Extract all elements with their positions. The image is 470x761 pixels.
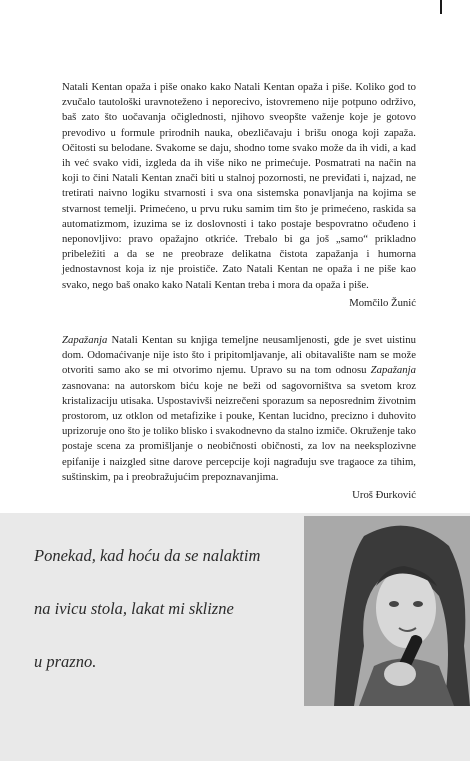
book-title: Zapažanja bbox=[370, 364, 416, 377]
author-signature: Uroš Đurković bbox=[352, 489, 416, 502]
quote-line-1: Ponekad, kad hoću da se nalaktim bbox=[34, 546, 261, 565]
book-title: Zapažanja bbox=[62, 334, 108, 346]
blurb-paragraph: Natali Kentan opaža i piše onako kako Natali Kentan opaža i piše. Koliko god to zvučalo tautološki uravnoteženo i neporecivo, istovremeno nije potpuno održivo, baš zato što uočavanja očiglednosti, njihovo sveopšte važenje koje je gotovo prevodivo u formule prirodnih nauka, obezličavaju i brišu onoga koji zapaža. Očitosti su belodane. Svakome se daju, shodno tome svako može da ih vidi, a kad ih već svako vidi, izgleda da ih više niko ne primećuje. Posmatrati na način na koji to čini Natali Kentan znači biti u stalnoj pozornosti, ne previđati i, najzad, ne tretirati naivno logiku stvarnosti i sva ona sistemska ponavljanja na kojima se stvarnost temelji. Primećeno, u prvu ruku samim tim što je primećeno, raskida sa automatizmom, izuzima se iz doslovnosti i tako postaje bespovratno očuđeno i neponovljivo: pravo opažajno otkriće. Trebalo bi ga još „samo“ prikladno pribeležiti a da se ne preobraze delikatna čistota zapažanja i humorna jednostavnost koja iz nje proističe. Zato Natali Kentan ne opaža i ne piše kao svako, nego baš onako kako Natali Kentan treba i mora da opaža i piše. bbox=[62, 81, 416, 291]
blurb-uros bbox=[62, 333, 416, 501]
paragraph-text: Natali Kentan su knjiga temeljne neusamljenosti, gde je svet uistinu dom. Odomaćivanje nije isto što i pripitomljavanje, ali obitavalište nam se može otvoriti samo ako se mi otvorimo njemu. Upravo su na tom odnosu bbox=[62, 334, 416, 377]
blurb-paragraph bbox=[62, 333, 416, 485]
blurb-momcilo bbox=[62, 80, 416, 309]
quote-line-3: u prazno. bbox=[34, 652, 97, 671]
paragraph-text: zasnovana: na autorskom biću koje ne beži od sagovorništva sa svetom kroz kristalizaciju utisaka. Uspostavivši neizrečeni sporazum sa neposrednim životnim prostorom, uz otklon od metafizike i pouke, Kentan lucidno, precizno i duhovito uprizoruje ono što je toliko blisko i svakodnevno da stalno izmiče. Okruženje tako postaje scena za promišljanje o neobičnosti običnosti, za lov na neeksplozivne epifanije i naizgled sitne darove percepcije koji nagrađuju sve tragaoce za tihim, suštinskim, pa i preobražujućim prepoznavanjima. bbox=[62, 379, 416, 483]
crop-mark-top bbox=[440, 0, 442, 14]
author-signature: Momčilo Žunić bbox=[349, 296, 416, 309]
quote-line-2: na ivicu stola, lakat mi sklizne bbox=[34, 599, 234, 618]
author-photo bbox=[304, 516, 470, 706]
